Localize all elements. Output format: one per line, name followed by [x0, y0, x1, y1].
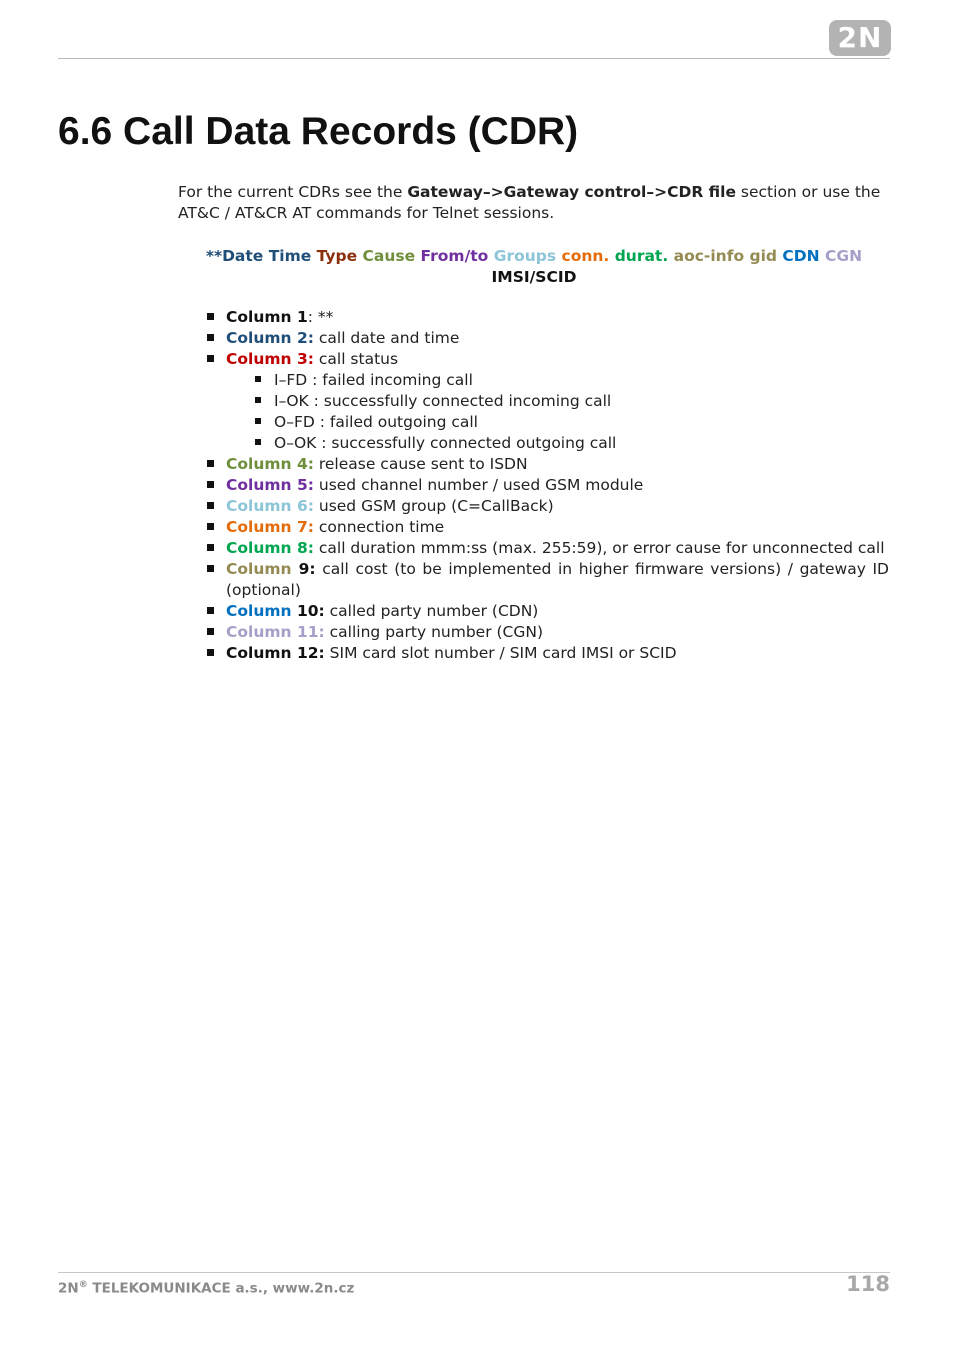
intro-after: section or use the AT&C / AT&CR AT commands for Telnet sessions. [178, 183, 881, 222]
list-item [226, 349, 889, 454]
column-desc: used GSM group (C=CallBack) [313, 497, 554, 515]
logo-text: 2N [837, 21, 883, 54]
status-item: I–FD : failed incoming call [274, 370, 889, 391]
column-desc: : ** [307, 308, 334, 326]
format-type: Type [316, 247, 358, 265]
column-label: Column 3: [226, 350, 314, 368]
footer-company-rest: TELEKOMUNIKACE a.s., www.2n.cz [87, 1280, 355, 1297]
footer-company [58, 1280, 354, 1297]
column-desc: used channel number / used GSM module [313, 476, 644, 494]
column-desc: release cause sent to ISDN [313, 455, 528, 473]
status-item: O–FD : failed outgoing call [274, 412, 889, 433]
intro-path: Gateway–>Gateway control–>CDR file [407, 183, 736, 201]
format-imsi: IMSI/SCID [491, 268, 577, 286]
format-durat: durat. [614, 247, 669, 265]
column-desc: called party number (CDN) [324, 602, 539, 620]
2n-logo [829, 20, 891, 56]
column-number: 10: [291, 602, 325, 620]
status-list [226, 370, 889, 454]
column-desc: calling party number (CGN) [324, 623, 544, 641]
list-item [226, 496, 889, 517]
column-label: Column 6: [226, 497, 314, 515]
column-label: Column 11: [226, 623, 325, 641]
footer-company-prefix: 2N [58, 1280, 79, 1297]
column-label: Column 1 [226, 308, 308, 326]
column-label: Column 2: [226, 329, 314, 347]
list-item [226, 328, 889, 349]
format-cause: Cause [362, 247, 416, 265]
footer-rule [58, 1272, 890, 1273]
column-label: Column [226, 602, 292, 620]
list-item [226, 454, 889, 475]
list-item [226, 517, 889, 538]
column-desc: SIM card slot number / SIM card IMSI or SCID [324, 644, 677, 662]
list-item [226, 601, 889, 622]
format-datetime: **Date Time [205, 247, 312, 265]
cdr-format-line [178, 246, 890, 288]
status-item: O–OK : successfully connected outgoing call [274, 433, 889, 454]
format-conn: conn. [561, 247, 610, 265]
list-item [226, 538, 889, 559]
header-rule [58, 58, 890, 59]
format-fromto: From/to [420, 247, 489, 265]
list-item [226, 475, 889, 496]
format-cgn: CGN [825, 247, 863, 265]
format-cdn: CDN [782, 247, 820, 265]
column-list [226, 307, 889, 664]
list-item [226, 622, 889, 643]
column-desc: call duration mmm:ss (max. 255:59), or error cause for unconnected call [313, 539, 885, 557]
registered-mark: ® [78, 1280, 88, 1290]
column-label: Column [226, 560, 292, 578]
column-desc: call status [313, 350, 399, 368]
column-label: Column 12: [226, 644, 325, 662]
column-label: Column 5: [226, 476, 314, 494]
intro-paragraph [178, 182, 890, 224]
column-desc: call date and time [313, 329, 460, 347]
format-aoc: aoc-info gid [673, 247, 778, 265]
column-label: Column 4: [226, 455, 314, 473]
list-item [226, 307, 889, 328]
intro-before: For the current CDRs see the [178, 183, 408, 201]
status-item: I–OK : successfully connected incoming call [274, 391, 889, 412]
page-number: 118 [846, 1272, 890, 1296]
column-label: Column 7: [226, 518, 314, 536]
column-desc: connection time [313, 518, 445, 536]
column-label: Column 8: [226, 539, 314, 557]
column-desc: call cost (to be implemented in higher firmware versions) / gateway ID (optional) [226, 560, 889, 599]
list-item [226, 643, 889, 664]
list-item [226, 559, 889, 601]
page-title: 6.6 Call Data Records (CDR) [58, 110, 579, 153]
column-number: 9: [291, 560, 316, 578]
format-groups: Groups [493, 247, 557, 265]
